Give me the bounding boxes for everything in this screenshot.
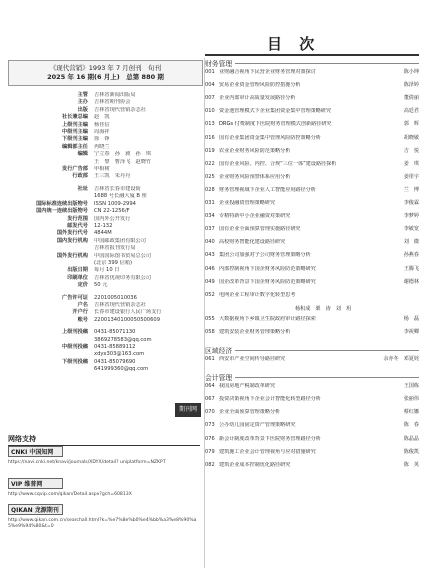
info-row [8, 317, 203, 324]
article-author: 姜 琪 [403, 160, 419, 167]
toc-entry[interactable] [205, 279, 419, 286]
article-title: 企业全面预算管理策略分析 [219, 409, 281, 416]
info-key: 国外发行机构 [56, 252, 88, 259]
page-number: 010 [205, 108, 215, 115]
section-rule [235, 350, 419, 351]
article-author: 陈晶晶 [403, 435, 419, 442]
info-row [8, 151, 203, 158]
page-number: 049 [205, 278, 215, 285]
info-row [8, 230, 203, 237]
info-value: 中国邮政集团有限公司 [94, 237, 146, 244]
article-author: 刘 微 [403, 239, 419, 246]
toc-entry[interactable] [205, 135, 419, 142]
info-key: 社长兼总编 [62, 114, 88, 121]
info-row [8, 159, 203, 166]
section-heading [205, 58, 419, 68]
article-author: 姜彤宇 [403, 173, 419, 180]
vip-url[interactable]: http://www.cqvip.com/qikan/Detail.aspx?gch=60813X [8, 492, 132, 497]
toc-entry[interactable] [205, 436, 419, 443]
page-number: 013 [205, 121, 215, 128]
info-key: 国外发行代号 [56, 230, 88, 237]
info-value: xdyx303@163.com [94, 351, 145, 358]
page-number: 052 [205, 291, 215, 298]
info-row [8, 282, 203, 289]
info-key [8, 193, 94, 200]
article-author: 董倩丽 [403, 95, 419, 102]
info-value: 吉林省现代营销杂志社 [94, 106, 146, 113]
page-number: 079 [205, 448, 215, 455]
page-number: 031 [205, 200, 215, 206]
info-row [8, 92, 203, 99]
info-key: 中级刊主编 [62, 129, 88, 136]
article-title: 建筑安装企业财务管理策略分析 [219, 328, 291, 335]
article-author: 高廷君 [403, 108, 419, 115]
info-key: 邮发代号 [67, 222, 88, 229]
info-value: 杨佳信 [94, 121, 110, 128]
info-row [8, 129, 203, 136]
info-row [8, 107, 203, 114]
toc-entry[interactable] [205, 239, 419, 246]
info-key: 编辑部主任 [62, 143, 88, 150]
article-title: 国有企业集团资金集中管理风险防控策略分析 [219, 134, 321, 141]
section-heading [205, 372, 419, 382]
info-row [8, 223, 203, 230]
masthead-line1: 《现代营销》1993 年 7 月创刊 旬刊 [49, 64, 162, 72]
info-value: 宁立春 孙 昶 孙 琪 [94, 151, 152, 158]
masthead-line2: 2025 年 16 期(6 月上) 总第 880 期 [47, 73, 164, 81]
article-author: 余亦冬 邓夏姹 [383, 356, 419, 362]
section-rule [235, 63, 419, 64]
info-row [8, 366, 203, 373]
info-value: 2201005010036 [94, 294, 137, 301]
info-row [8, 351, 203, 358]
info-value: 周海祥 [94, 129, 110, 136]
masthead-column [8, 60, 203, 374]
toc-entry[interactable] [205, 226, 419, 233]
article-title: 资金池管理模式下企业集团资金集中管理策略研究 [219, 108, 332, 115]
info-value: CN 22-1256/F [94, 208, 130, 215]
info-value: 中国国际图书贸易总公司 [94, 252, 152, 259]
info-value: 王 黎 曹泽飞 赵晓竹 [94, 158, 152, 165]
info-row [8, 302, 203, 309]
info-row [8, 144, 203, 151]
page-number: 043 [205, 252, 215, 259]
article-title: 公办幼儿园固定资产管理策略研究 [219, 422, 296, 429]
info-row [8, 173, 203, 180]
info-key [8, 337, 94, 344]
toc-entry[interactable] [205, 69, 419, 76]
toc-entry[interactable] [205, 200, 419, 207]
page-number: 025 [205, 173, 215, 180]
page-number: 055 [205, 315, 215, 322]
page-number: 076 [205, 435, 215, 442]
info-value: 吉林省报刊发行局 [94, 245, 136, 252]
page-number: 022 [205, 160, 215, 167]
qikan-logo: 期刊网 [175, 403, 201, 417]
cnki-logo: CNKI 中国知网 [8, 446, 63, 457]
article-title: 业财融合视角下民营企业财务管理对策探讨 [219, 69, 316, 75]
info-row [8, 238, 203, 245]
article-author: 陈 英 [403, 461, 419, 468]
toc-entry[interactable] [205, 292, 419, 299]
info-value: 徐 铮 [94, 136, 110, 143]
article-title: 国有企业全面预算管理实施路径研究 [219, 226, 301, 233]
info-key: 户名 [77, 301, 88, 308]
article-title: DRGs 付费制度下医院财务管理模式创新路径研究 [219, 121, 332, 128]
page-number: 016 [205, 134, 215, 141]
toc-entry[interactable] [205, 396, 419, 403]
info-row [8, 136, 203, 143]
info-row [8, 253, 203, 260]
info-value: ISSN 1009-2994 [94, 200, 136, 207]
longyuan-logo: QIKAN 龙源期刊 [8, 504, 63, 515]
info-value: 50 元 [94, 282, 108, 289]
info-key: 中级刊投稿 [62, 344, 88, 350]
info-row [8, 186, 203, 193]
page-number: 064 [205, 383, 215, 390]
info-value: 0431-85079690 [94, 358, 136, 365]
info-block-publication [8, 186, 203, 290]
article-title: 大数据视角下乡镇卫生院政府审计路径探索 [219, 315, 316, 322]
info-row [8, 309, 203, 316]
info-value: 22001340100050500609 [94, 316, 161, 323]
article-title: 财务管理视域下企业人工智能应用路径分析 [219, 186, 316, 193]
toc-entry[interactable] [205, 449, 419, 456]
info-block-contact [8, 329, 203, 373]
article-author: 李俊霖 [403, 200, 419, 206]
article-title: 企业投融资管理策略研究 [219, 200, 276, 206]
page-number: 019 [205, 147, 215, 154]
article-title: 高校财务智能化建设路径研究 [219, 239, 286, 246]
toc-entry[interactable] [205, 108, 419, 115]
info-row [8, 329, 203, 336]
toc-entry[interactable] [205, 174, 419, 181]
article-author: 李敏宽 [403, 226, 419, 233]
info-row [8, 114, 203, 121]
toc-entry[interactable] [205, 161, 419, 168]
article-title: 农业企业财务风险防范策略分析 [219, 147, 291, 154]
page-number: 037 [205, 226, 215, 233]
top-rule [205, 54, 419, 56]
toc-entry[interactable] [205, 409, 419, 416]
article-author: 王腾飞 [403, 265, 419, 272]
masthead-box [8, 60, 203, 86]
article-title: 贸易企业资金管理风险防控措施分析 [219, 82, 301, 89]
info-row [8, 344, 203, 351]
toc-entry[interactable] [205, 329, 419, 336]
vip-logo: VIP 维普网 [8, 478, 63, 489]
info-key [8, 366, 94, 373]
article-title: 建筑企业成本控制优化路径研究 [219, 461, 291, 468]
page-number: 001 [205, 69, 215, 75]
toc-entry[interactable] [205, 383, 419, 390]
page-number: 082 [205, 461, 215, 468]
info-row [8, 201, 203, 208]
info-key: 上级刊投稿 [62, 329, 88, 336]
article-title: 专精特新中小企业融资对策研究 [219, 213, 291, 220]
info-key: 下级刊投稿 [62, 358, 88, 365]
page-number: 067 [205, 396, 215, 403]
info-key: 广告许可证 [62, 294, 88, 301]
toc-entry[interactable] [205, 213, 419, 220]
toc-entry[interactable] [205, 252, 419, 259]
info-key: 编辑 [77, 151, 88, 158]
info-row [8, 260, 203, 267]
toc-entry[interactable] [205, 316, 419, 323]
info-row [8, 245, 203, 252]
article-title: 企业财务风险预警体系应用分析 [219, 173, 291, 180]
page-number: 046 [205, 265, 215, 272]
info-row [8, 295, 203, 302]
info-value: 吉林省优视印务有限公司 [94, 274, 152, 281]
article-title: 西安市产业空间传导路径研究 [219, 356, 286, 362]
info-value: 冉晓兰 [94, 143, 110, 150]
info-row [8, 208, 203, 215]
article-author: 陈 春 [403, 422, 419, 429]
network-support-title: 网络支持 [8, 434, 200, 446]
info-row [8, 122, 203, 129]
page-number: 073 [205, 422, 215, 429]
page-number: 070 [205, 409, 215, 416]
article-title: 企业内部审计高质量发展路径分析 [219, 95, 296, 102]
info-key: 主办 [77, 99, 88, 106]
article-author: 陈俊凯 [403, 448, 419, 455]
info-value: 吉林省期刊协会 [94, 99, 131, 106]
info-block-bank [8, 295, 203, 325]
article-author: 杨积成 栗 涛 刘 玥 [295, 305, 352, 312]
info-key [8, 245, 94, 252]
toc-entry[interactable] [205, 148, 419, 155]
article-title: 国企改革背景下国企财务风险防范策略研究 [219, 278, 316, 285]
info-key: 国内发行机构 [56, 237, 88, 244]
article-author: 李梦婷 [403, 213, 419, 220]
toc-column [205, 0, 419, 575]
info-key: 国际标准连续出版物号 [36, 200, 88, 207]
info-key: 发行范围 [67, 215, 88, 222]
info-row [8, 193, 203, 200]
article-title: 建筑施工企业会计管理视角与应对措施研究 [219, 448, 316, 455]
article-title: 电网企业工程审计数字化转型思考 [219, 291, 296, 298]
article-author: 兰 博 [403, 186, 419, 193]
toc-entry[interactable] [205, 462, 419, 469]
section-name: 财务管理 [205, 60, 233, 68]
info-key: 定价 [77, 282, 88, 289]
info-key: 上级刊主编 [62, 121, 88, 128]
article-title: 投资决策视角下企业会计智能化转型路径分析 [219, 396, 321, 403]
section-name: 区域经济 [205, 347, 233, 355]
toc-entry[interactable] [205, 187, 419, 194]
info-key: 下级刊主编 [62, 136, 88, 143]
article-author: 郭 辉 [403, 121, 419, 128]
info-key: 行政部 [72, 173, 88, 180]
page-number: 058 [205, 328, 215, 335]
section-rule [235, 377, 419, 378]
info-key: 主管 [77, 92, 88, 98]
info-value: 长春市建设银行人民广场支行 [94, 309, 162, 316]
info-key: 出版 [77, 106, 88, 113]
column-divider [204, 58, 205, 568]
info-value: (北京 399 信箱) [94, 259, 132, 266]
info-value: 王三凯 朱丹丹 [94, 173, 131, 180]
section-name: 会计管理 [205, 374, 233, 383]
info-key: 印刷单位 [67, 274, 88, 281]
toc-title: 目 次 [267, 35, 321, 53]
info-key [8, 351, 94, 358]
info-row [8, 359, 203, 366]
article-author: 胡晓敏 [403, 134, 419, 141]
info-value: 申相树 [94, 166, 110, 173]
article-title: 集团公司加强对子公司财务管理策略分析 [219, 252, 311, 259]
toc-entry[interactable] [205, 82, 419, 89]
info-value: 吉林省新闻出版局 [94, 92, 136, 98]
info-block-staff [8, 92, 203, 181]
info-row [8, 216, 203, 223]
toc-entry[interactable] [205, 121, 419, 128]
article-author: 李祝卿 [403, 328, 419, 335]
info-value: 0431-85889112 [94, 344, 136, 350]
info-key: 发行广告部 [62, 166, 88, 173]
info-key [8, 159, 94, 166]
info-value: 12-132 [94, 222, 113, 229]
page-number: 034 [205, 213, 215, 220]
info-value: 吉林省长春市建设街 [94, 185, 141, 192]
info-value: 4844M [94, 230, 112, 237]
article-title: 内部控制视角下国企财务风险防范策略研究 [219, 265, 316, 272]
info-value: 0431-85071130 [94, 329, 136, 336]
article-author: 谢德林 [403, 278, 419, 285]
info-value: 吉林省现代营销杂志社 [94, 301, 146, 308]
info-value: 赵 凯 [94, 114, 110, 121]
article-author: 吉 悦 [403, 147, 419, 154]
article-title: 我国房地产税制改革研究 [219, 383, 276, 390]
info-key: 账号 [77, 316, 88, 323]
toc-entry[interactable] [205, 422, 419, 429]
toc-entry[interactable] [205, 356, 419, 363]
info-key: 社址 [77, 185, 88, 192]
page-number: 061 [205, 356, 215, 362]
info-key: 出版日期 [67, 267, 88, 274]
info-value: 1688 号长融大厦 B 座 [94, 193, 147, 200]
article-author: 张丽伟 [403, 396, 419, 403]
info-row [8, 99, 203, 106]
cnki-url[interactable]: https://navi.cnki.net/knavi/journals/XDYX/detail? uniplatform=NZKPT [8, 460, 166, 465]
longyuan-url[interactable]: http://www.qikan.com.cn/searchall.html?k=%e7%8e%b0%e4%bb%a3%e8%90%a5%e9%94%80&t=0 [8, 518, 197, 529]
article-author: 王国栋 [403, 383, 419, 390]
article-title: 国有企业风险、内控、合规“三位一体”建设路径探析 [219, 160, 337, 167]
section-heading [205, 345, 419, 355]
article-author: 杨 磊 [403, 315, 419, 322]
page-number: 028 [205, 186, 215, 193]
info-row [8, 166, 203, 173]
info-key: 开户行 [72, 309, 88, 316]
article-author: 孙燕春 [403, 252, 419, 259]
info-value: 641999360@qq.com [94, 366, 149, 373]
info-row [8, 337, 203, 344]
page-number: 004 [205, 82, 215, 89]
info-key: 国内统一连续出版物号 [36, 208, 88, 215]
toc-entry[interactable] [205, 266, 419, 273]
article-author: 陈小坤 [403, 69, 419, 75]
article-title: 新会计制度改革背景下医院财务管理路径分析 [219, 435, 321, 442]
info-value: 每月 10 日 [94, 267, 120, 274]
info-value: 3869278583@qq.com [94, 336, 152, 343]
article-author: 蔡红娜 [403, 409, 419, 416]
article-author: 陈泽婷 [403, 82, 419, 89]
info-row [8, 275, 203, 282]
info-row [8, 267, 203, 274]
info-value: 国内外公开发行 [94, 215, 131, 222]
toc-entry[interactable] [205, 95, 419, 102]
page-number: 007 [205, 95, 215, 102]
page-number: 040 [205, 239, 215, 246]
